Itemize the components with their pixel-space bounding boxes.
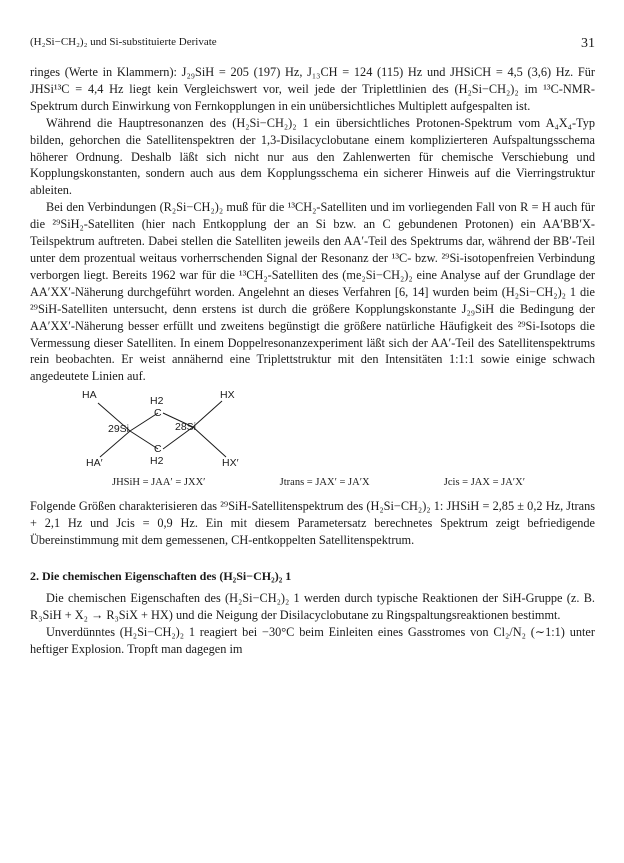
- label-ha: HA: [82, 389, 97, 402]
- label-si-28: 28Si: [175, 421, 197, 434]
- paragraph-1: ringes (Werte in Klammern): J₂₉SiH = 205 (197) Hz, J₁₃CH = 124 (115) Hz und JHSiCH = 4,5 (3,6) Hz. Für JHSi¹³C = 4,4 Hz liegt kein Vergleichswert vor, weil jede der Triplettlinien des (H₂Si−CH₂)₂ im ¹³C-NMR-Spektrum durch Einwirkung von Fernkopplungen in ein unübersichtliches Multiplett aufgespalten ist.: [30, 65, 595, 113]
- label-hx: HX: [220, 389, 235, 402]
- equation-cis: Jcis = JAX = JA′X′: [443, 477, 525, 489]
- page: [30, 36, 595, 658]
- equation-hsih: JHSiH = JAA′ = JXX′: [112, 477, 206, 489]
- equation-trans: Jtrans = JAX′ = JA′X: [279, 477, 370, 489]
- label-h2-bottom: H2: [150, 455, 164, 468]
- running-header: [30, 36, 595, 52]
- bond-si-hx: [193, 401, 222, 427]
- paragraph-4: Folgende Größen charakterisieren das ²⁹SiH-Satellitenspektrum des (H₂Si−CH₂)₂ 1: JHSiH = 2,85 ± 0,2 Hz, Jtrans + 2,1 Hz und Jcis = 0,9 Hz. Ein mit diesem Parametersatz berechnetes Spektrum zeigt befriedigende Übereinstimmung mit dem gemessenen, CH-entkoppelten Satellitenspektrum.: [30, 499, 595, 548]
- label-h2-top: H2: [150, 395, 164, 408]
- label-ha-prime: HA′: [86, 457, 103, 470]
- label-hx-prime: HX′: [222, 457, 239, 470]
- paragraph-2: Während die Hauptresonanzen des (H₂Si−CH₂)₂ 1 ein übersichtliches Protonen-Spektrum vom A₄X₄-Typ bilden, gehorchen die Satellitenspektren der 1,3-Disilacyclobutane einem komplizierteren Aufspaltungsschema höherer Ordnung. Deshalb läßt sich nicht nur aus den Zahlenwerten für chemische Verschiebung und Kopplungskonstanten, sondern auch aus dem Kopplungsschema ein sicherer Hinweis auf die Vierringstruktur ableiten.: [30, 115, 595, 198]
- paragraph-3: Bei den Verbindungen (R₂Si−CH₂)₂ muß für die ¹³CH₂-Satelliten und im vorliegenden Fall von R = H auch für die ²⁹SiH₂-Satelliten (hier nach Entkopplung der an Si bzw. an C gebundenen Protonen) ein AA′BB′X-Teilspektrum auftreten. Dabei stellen die Satelliten jeweils den AA′-Teil des Spektrums dar, während der BB′-Teil unter dem prozentual weitaus vorherrschenden Signal der Resonanz der ¹³C- bzw. ²⁹Si-isotopenfreien Verbindung verborgen liegt. Bereits 1962 war für die ¹³CH₂-Satelliten des (me₂Si−CH₂)₂ eine Analyse auf der Grundlage der AA′XX′-Näherung durchgeführt worden. Angelehnt an dieses Verfahren [6, 14] wurden beim (H₂Si−CH₂)₂ 1 die ²⁹SiH-Satelliten untersucht, denn erstens ist durch die größere Kopplungskonstante J₂₉SiH die Bedingung der AA′XX′-Näherung besser erfüllt und zweitens begünstigt die größere natürliche Häufigkeit des ²⁹Si-Isotops die Vermessung dieser Satelliten. In einem Doppelresonanzexperiment läßt sich der AA′-Teil des Satellitenspektrums rein beobachten. Er weist annähernd eine Triplettstruktur mit den Intensitäten 1:1:1 sowie einige schwach angedeutete Linien auf.: [30, 200, 595, 384]
- section-heading: 2. Die chemischen Eigenschaften des (H₂Si−CH₂)₂ 1: [30, 568, 292, 583]
- section-paragraph-2: Unverdünntes (H₂Si−CH₂)₂ 1 reagiert bei −30°C beim Einleiten eines Gasstromes von Cl₂/N₂ (∼1:1) unter heftiger Explosion. Tropft man dagegen im: [30, 624, 595, 656]
- running-title: (H₂Si−CH₂)₂ und Si-substituierte Derivate: [30, 36, 217, 48]
- page-number: 31: [581, 36, 595, 51]
- label-si-29: 29Si: [108, 423, 130, 436]
- section-paragraph-1: Die chemischen Eigenschaften des (H₂Si−CH₂)₂ 1 werden durch typische Reaktionen der SiH-Gruppe (z. B. R₃SiH + X₂ → R₃SiX + HX) und die Neigung der Disilacyclobutane zu Ringspaltungsreaktionen bestimmt.: [30, 590, 595, 622]
- label-c-bottom: C: [154, 443, 162, 456]
- label-c-top: C: [154, 407, 162, 420]
- ring-structure-figure: [30, 391, 595, 475]
- coupling-equations: [30, 477, 595, 488]
- bond-si-hx-prime: [193, 427, 226, 457]
